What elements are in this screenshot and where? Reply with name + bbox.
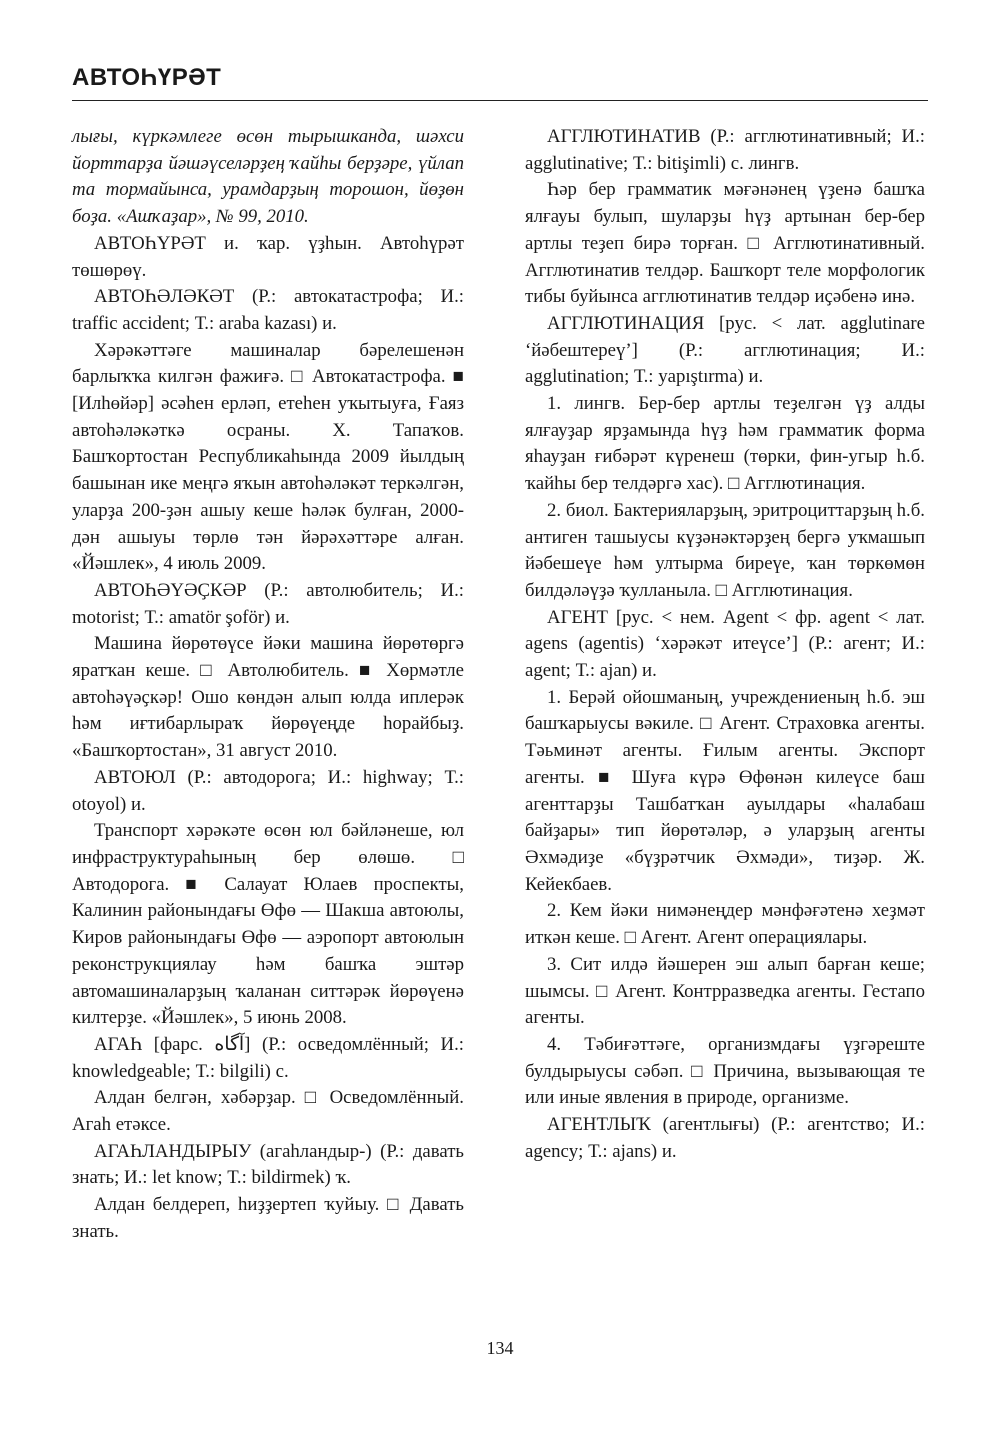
entry-agent-sense-1: 1. Берәй ойошманың, учреждениеның һ.б. эш башҡарыусы вәкиле. □ Агент. Страховка агенты. Тәьминәт агенты. Ғилым агенты. Экспорт агенты. ■ Шуға күрә Өфөнән килеүсе баш агенттарҙы Ташбатҡан ауылдары «һалабаш байҙары» тип йөрөтәләр, ә уларҙың агенты Әхмәдиҙе «бүҙрәтчик Әхмәди», тиҙәр. Ж. Кейекбаев. <box>525 686 925 895</box>
entry-agent-sense-4: 4. Тәбиғәттәге, организмдағы үҙгәреште булдырыусы сәбәп. □ Причина, вызывающая те или иные явления в природе, организме. <box>525 1033 925 1109</box>
entry-avtohalakat-head: АВТОҺӘЛӘКӘТ (Р.: автокатастрофа; И.: traffic accident; Т.: araba kazası) и. <box>72 286 464 334</box>
entry-agent-head: АГЕНТ [рус. < нем. Agent < фр. agent < лат. agens (agentis) ‘хәрәкәт итеүсе’] (Р.: агент; И.: agent; Т.: ajan) и. <box>525 606 925 682</box>
entry-avtohurat: АВТОҺҮРӘТ и. ҡар. үҙһын. Автоһүрәт төшөрөү. <box>72 232 464 281</box>
entry-agglyutinativ-head: АГГЛЮТИНАТИВ (Р.: агглютинативный; И.: agglutinative; Т.: bitişimli) с. лингв. <box>525 126 925 174</box>
right-column <box>525 124 925 1165</box>
entry-agglyutinatsiya-sense-1: 1. лингв. Бер-бер артлы теҙелгән үҙ алды ялғауҙар ярҙамында һүҙ һәм грамматик форма яһауҙан ғибәрәт күренеш (төрки, фин-угыр һ.б. ҡайһы бер телдәргә хас). □ Агглютинация. <box>525 393 925 495</box>
entry-agah-def: Алдан белгән, хәбәрҙар. □ Осведомлённый. Агаһ етәксе. <box>72 1087 464 1136</box>
header-rule <box>72 100 928 101</box>
entry-agglyutinativ-def: Һәр бер грамматик мәғәнәнең үҙенә башҡа ялғауы булып, шуларҙы һүҙ артынан бер-бер артлы теҙеп бирә торған. □ Агглютинативный. Агглютинатив телдәр. Башҡорт теле морфологик тибы буйынса агглютинатив телдәр иҫәбенә инә. <box>525 179 925 308</box>
entry-avtoyul-head: АВТОЮЛ (Р.: автодорога; И.: highway; Т.: otoyol) и. <box>72 766 464 815</box>
entry-agahlandyryu-head: АГАҺЛАНДЫРЫУ (агаһландыр-) (Р.: давать знать; И.: let know; Т.: bildirmek) ҡ. <box>72 1140 464 1189</box>
entry-avtohauaskar-head: АВТОҺӘҮӘҪКӘР (Р.: автолюбитель; И.: motorist; Т.: amatör şoför) и. <box>72 579 464 628</box>
entry-agglyutinatsiya-sense-2: 2. биол. Бактерияларҙың, эритроциттарҙың һ.б. антиген ташыусы күҙәнәктәрҙең бергә уҡмашып йәбешеүе һәм ултырма биреүе, ҡан төркөмөн билдәләүҙә ҡулланыла. □ Агглютинация. <box>525 499 925 601</box>
entry-continuation: лығы, күркәмлеге өсөн тырышканда, шәхси йорттарҙа йәшәүселәрҙең ҡайһы берҙәре, үйлап та тормайынса, урамдарҙың торошон, йөҙөн боҙа. «Ашҡаҙар», № 99, 2010. <box>72 126 464 228</box>
entry-agent-sense-3: 3. Сит илдә йәшерен эш алып барған кеше; шымсы. □ Агент. Контрразведка агенты. Гестапо агенты. <box>525 953 925 1029</box>
entry-avtohauaskar-def: Машина йөрөтөүсе йәки машина йөрөтөргә яратҡан кеше. □ Автолюбитель. ■ Хөрмәтле автоһәүәҫкәр! Ошо көндән алып юлда иплерәк һәм иғтибарлыраҡ йөрөүеңде һорайбыҙ. «Башҡортостан», 31 август 2010. <box>72 633 464 762</box>
left-column <box>72 124 464 1246</box>
page-number: 134 <box>486 1338 514 1358</box>
entry-avtohalakat-def: Хәрәкәттәге машиналар бәрелешенән барлыҡҡа килгән фажиғә. □ Автокатастрофа. ■ [Илһөйәр] әсәһен ерләп, етеһен уҡытыуға, Ғаяз автоһәләкәткә осраны. Х. Тапаҡов. Башҡортостан Республикаһында 2009 йылдың башынан ике меңгә яҡын автоһәләкәт теркәлгән, уларҙа 200-ҙән ашыу кеше һәләк булған, 2000-дән ашыуы төрлө тән йәрәхәттәре алған. «Йәшлек», 4 июль 2009. <box>72 339 464 575</box>
entry-agahlandyryu-def: Алдан белдереп, һиҙҙертеп ҡуйыу. □ Давать знать. <box>72 1194 464 1242</box>
entry-agentlyq-head: АГЕНТЛЫҠ (агентлығы) (Р.: агентство; И.: agency; Т.: ajans) и. <box>525 1114 925 1162</box>
entry-agglyutinatsiya-head: АГГЛЮТИНАЦИЯ [рус. < лат. agglutinare ‘йәбештереү’] (Р.: агглютинация; И.: agglutination; Т.: yapıştırma) и. <box>525 312 925 388</box>
entry-agent-sense-2: 2. Кем йәки нимәнеңдер мәнфәғәтенә хеҙмәт иткән кеше. □ Агент. Агент операциялары. <box>525 900 925 949</box>
entry-agah-head: АГАҺ [фарс. آگاه] (Р.: осведомлённый; И.: knowledgeable; Т.: bilgili) с. <box>72 1033 464 1082</box>
entry-avtoyul-def: Транспорт хәрәкәте өсөн юл бәйләнеше, юл инфраструктураһының бер өлөшө. □ Автодорога. ■ Салауат Юлаев проспекты, Калинин районындағы Өфө — Шакша автоюлы, Киров районындағы Өфө — аэропорт автоюлын реконструкциялау һәм башҡа эштәр автомашиналарҙың ҡаланан ситтәрәк йөрөүенә килтерҙе. «Йәшлек», 5 июнь 2008. <box>72 820 464 1029</box>
running-header: АВТОҺҮРӘТ <box>72 64 222 91</box>
